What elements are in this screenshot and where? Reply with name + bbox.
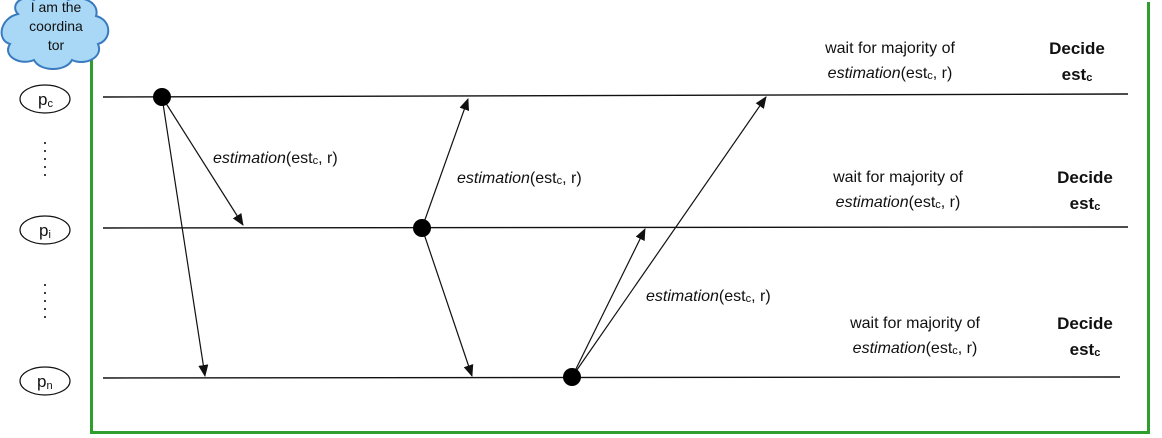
arrow-pi-to-pn	[422, 228, 472, 376]
svg-text:estimation(estc, r): estimation(estc, r)	[835, 194, 961, 211]
svg-text:Decide: Decide	[1057, 314, 1113, 333]
svg-text:estc: estc	[1061, 65, 1093, 84]
arrow-pc-to-pn	[162, 97, 205, 376]
svg-text:estimation(estc, r): estimation(estc, r)	[852, 340, 978, 357]
svg-text:pi: pi	[39, 221, 51, 241]
timeline-pc	[103, 94, 1128, 97]
arrow-pi-to-pc	[422, 99, 468, 228]
svg-text:estimation(estc, r): estimation(estc, r)	[827, 65, 953, 82]
timeline-pi	[103, 227, 1128, 228]
svg-text:pn: pn	[37, 372, 53, 392]
coordinator-cloud	[2, 0, 109, 69]
svg-text:estc: estc	[1069, 340, 1101, 359]
timeline-pn	[103, 377, 1120, 378]
svg-text:estc: estc	[1069, 194, 1101, 213]
svg-text:wait for majority of: wait for majority of	[850, 315, 980, 332]
message-label-pc: estimation(estc, r)	[213, 150, 338, 167]
svg-text:Decide: Decide	[1049, 39, 1105, 58]
process-label-pi	[20, 216, 70, 244]
svg-text:wait for majority of: wait for majority of	[825, 40, 955, 57]
svg-text:wait for majority of: wait for majority of	[833, 169, 963, 186]
wait-label-pc	[824, 40, 955, 82]
message-label-pi: estimation(estc, r)	[457, 170, 582, 187]
svg-text:Decide: Decide	[1057, 168, 1113, 187]
wait-label-pi	[832, 169, 963, 211]
decide-label-pn	[1057, 314, 1113, 359]
wait-label-pn	[849, 315, 980, 357]
decide-label-pi	[1057, 168, 1113, 213]
message-label-pn: estimation(estc, r)	[646, 288, 771, 305]
process-label-pn	[20, 367, 70, 395]
arrow-pn-to-pi	[572, 229, 645, 377]
cloud-line-3: tor	[47, 37, 65, 53]
arrow-pn-to-pc	[572, 97, 766, 377]
process-label-pc	[20, 85, 70, 113]
event-dot-pi	[413, 219, 431, 237]
decide-label-pc	[1049, 39, 1105, 84]
cloud-line-1: I am the	[30, 0, 82, 15]
cloud-line-2: coordina	[29, 18, 83, 34]
svg-text:pc: pc	[38, 90, 53, 110]
event-dot-pn	[563, 368, 581, 386]
event-dot-pc	[153, 88, 171, 106]
